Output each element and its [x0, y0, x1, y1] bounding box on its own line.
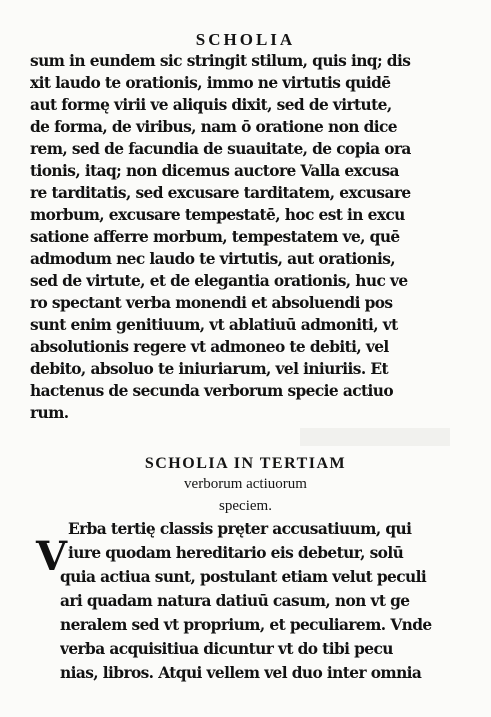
- section-subheading: speciem.: [219, 498, 272, 514]
- text-line: iure quodam hereditario eis debetur, solū: [68, 544, 404, 562]
- text-line: tionis, itaq; non dicemus auctore Valla excusa: [30, 162, 399, 180]
- section-heading-2: SCHOLIA IN TERTIAM: [144, 455, 347, 472]
- section-heading: SCHOLIA: [195, 30, 296, 49]
- bleed-through-shadow: [300, 428, 450, 446]
- text-line: rum.: [30, 404, 69, 422]
- text-line: Erba tertię classis pręter accusatiuum, qui: [68, 520, 412, 538]
- text-line: neralem sed vt proprium, et peculiarem. Vnde: [60, 616, 432, 634]
- text-line: aut formę virii ve aliquis dixit, sed de virtute,: [30, 96, 392, 114]
- section-subheading: verborum actiuorum: [184, 476, 307, 492]
- text-line: rem, sed de facundia de suauitate, de copia ora: [30, 140, 411, 158]
- text-line: verba acquisitiua dicuntur vt do tibi pecu: [60, 640, 393, 658]
- text-line: sum in eundem sic stringit stilum, quis inq; dis: [30, 52, 411, 70]
- text-line: ari quadam natura datiuū casum, non vt ge: [60, 592, 410, 610]
- text-line: morbum, excusare tempestatē, hoc est in excu: [30, 206, 405, 224]
- text-line: sed de virtute, et de elegantia orationis, huc ve: [30, 272, 408, 290]
- text-line: re tarditatis, sed excusare tarditatem, excusare: [30, 184, 411, 202]
- text-line: absolutionis regere vt admoneo te debiti, vel: [30, 338, 389, 356]
- text-line: debito, absoluo te iniuriarum, vel iniuriis. Et: [30, 360, 388, 378]
- text-line: de forma, de viribus, nam ō oratione non dice: [30, 118, 397, 136]
- text-line: ro spectant verba monendi et absoluendi pos: [30, 294, 393, 312]
- text-line: xit laudo te orationis, immo ne virtutis quidē: [30, 74, 391, 92]
- text-line: nias, libros. Atqui vellem vel duo inter omnia: [60, 664, 422, 682]
- text-line: quia actiua sunt, postulant etiam velut peculi: [60, 568, 427, 586]
- text-line: satione afferre morbum, tempestatem ve, quē: [30, 228, 400, 246]
- text-line: hactenus de secunda verborum specie actiuo: [30, 382, 394, 400]
- drop-cap-initial: V: [36, 533, 68, 580]
- text-line: admodum nec laudo te virtutis, aut orationis,: [30, 250, 396, 268]
- text-line: sunt enim genitiuum, vt ablatiuū admoniti, vt: [30, 316, 398, 334]
